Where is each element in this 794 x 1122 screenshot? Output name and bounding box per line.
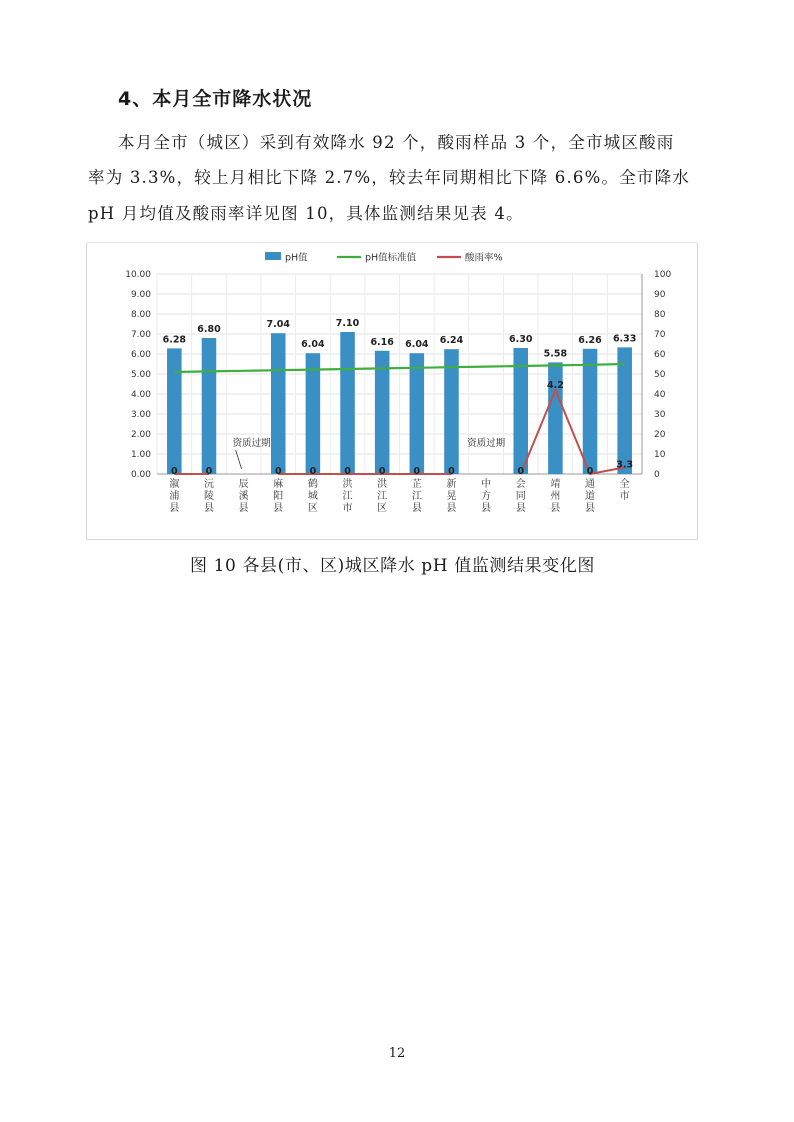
bar-data-label: 6.24: [439, 335, 464, 347]
rate-data-label: 0: [205, 466, 213, 477]
y-right-tick-label: 40: [654, 390, 666, 400]
bar-ph-1: [202, 338, 217, 474]
y-right-tick-label: 70: [654, 330, 666, 340]
legend-label: pH值标准值: [365, 252, 417, 264]
section-heading: 4、本月全市降水状况: [118, 88, 313, 110]
y-right-tick-label: 60: [654, 350, 666, 360]
x-category-label-char: 同: [515, 491, 526, 502]
rate-data-label: 0: [586, 466, 594, 477]
rate-data-label: 0: [171, 466, 178, 477]
bar-data-label: 6.33: [612, 333, 637, 345]
x-category-label-char: 区: [307, 503, 318, 514]
x-category-label-char: 县: [481, 503, 492, 514]
annotation-label: 资质过期: [232, 438, 271, 449]
x-category-label-char: 鹤: [307, 479, 318, 490]
x-category-label-char: 道: [585, 491, 596, 502]
y-left-tick-label: 6.00: [130, 350, 151, 360]
bar-data-label: 7.04: [266, 319, 290, 331]
y-left-tick-label: 0.00: [130, 470, 151, 480]
legend-label: pH值: [285, 252, 308, 264]
bar-ph-3: [271, 333, 286, 474]
x-category-label-char: 县: [411, 503, 422, 514]
y-right-tick-label: 80: [654, 310, 666, 320]
x-category-label-char: 县: [169, 503, 180, 514]
y-left-tick-label: 4.00: [130, 390, 151, 400]
bar-data-label: 6.04: [405, 339, 429, 351]
y-right-tick-label: 100: [654, 270, 672, 280]
x-category-label-char: 区: [377, 503, 388, 514]
rate-data-label: 4.2: [546, 380, 564, 391]
paragraph-line-3: pH 月均值及酸雨率详见图 10，具体监测结果见表 4。: [88, 204, 524, 223]
bar-ph-13: [617, 347, 632, 474]
y-left-tick-label: 10.00: [125, 270, 151, 280]
rate-data-label: 0: [517, 466, 525, 477]
bar-ph-12: [583, 349, 598, 474]
x-category-label-char: 辰: [238, 479, 249, 490]
bar-data-label: 6.80: [197, 324, 221, 335]
bar-data-label: 6.30: [509, 334, 533, 345]
x-category-label-char: 中: [481, 479, 492, 490]
x-category-label-char: 陵: [203, 491, 214, 502]
x-category-label-char: 晃: [446, 491, 457, 502]
x-category-label-char: 会: [515, 479, 526, 490]
x-category-label-char: 县: [515, 503, 526, 514]
page-number: 12: [388, 1046, 406, 1061]
rate-data-label: 0: [448, 466, 455, 477]
rate-data-label: 3.3: [616, 459, 634, 471]
legend-label: 酸雨率%: [465, 252, 503, 264]
y-left-tick-label: 3.00: [130, 410, 151, 420]
rate-data-label: 0: [274, 466, 282, 477]
figure-caption: 图 10 各县(市、区)城区降水 pH 值监测结果变化图: [190, 556, 596, 576]
paragraph-line-2: 率为 3.3%，较上月相比下降 2.7%，较去年同期相比下降 6.6%。全市降水: [88, 168, 690, 187]
x-category-label-char: 县: [203, 503, 214, 514]
x-category-label-char: 通: [585, 479, 596, 490]
x-category-label-char: 县: [273, 503, 284, 514]
y-right-tick-label: 0: [654, 470, 660, 480]
x-category-label-char: 溆: [169, 479, 180, 490]
x-category-label-char: 城: [307, 491, 318, 502]
bar-data-label: 7.10: [335, 318, 360, 329]
x-category-label-char: 沅: [203, 479, 214, 490]
rate-data-label: 0: [378, 466, 386, 477]
x-category-label-char: 市: [619, 491, 630, 502]
y-right-tick-label: 10: [654, 450, 666, 460]
y-left-tick-label: 2.00: [130, 430, 151, 440]
y-right-tick-label: 90: [654, 290, 666, 300]
y-right-tick-label: 50: [654, 370, 666, 380]
y-left-tick-label: 1.00: [130, 450, 151, 460]
bar-data-label: 5.58: [543, 348, 568, 360]
rate-data-label: 0: [413, 466, 421, 477]
bar-data-label: 6.26: [578, 334, 602, 346]
x-category-label-char: 江: [377, 491, 388, 502]
x-category-label-char: 全: [619, 479, 630, 490]
x-category-label-char: 江: [411, 491, 422, 502]
x-category-label-char: 州: [550, 491, 561, 502]
y-left-tick-label: 5.00: [130, 370, 151, 380]
paragraph-line-1: 本月全市（城区）采到有效降水 92 个，酸雨样品 3 个，全市城区酸雨: [118, 133, 675, 152]
x-category-label-char: 洪: [377, 479, 388, 490]
y-left-tick-label: 7.00: [130, 330, 151, 340]
x-category-label-char: 县: [585, 503, 596, 514]
chart-svg: [87, 243, 697, 539]
x-category-label-char: 新: [446, 479, 457, 490]
rate-data-label: 0: [309, 466, 317, 477]
bar-ph-0: [167, 348, 182, 474]
y-right-tick-label: 30: [654, 410, 666, 420]
bar-data-label: 6.28: [162, 334, 187, 346]
x-category-label-char: 市: [342, 503, 353, 514]
x-category-label-char: 县: [550, 503, 561, 514]
x-category-label-char: 方: [481, 491, 492, 502]
y-right-tick-label: 20: [654, 430, 666, 440]
bar-ph-5: [340, 332, 355, 474]
x-category-label-char: 溪: [238, 491, 249, 502]
x-category-label-char: 浦: [169, 491, 180, 502]
bar-ph-7: [410, 353, 425, 474]
x-category-label-char: 芷: [411, 479, 422, 490]
annotation-leader: [236, 450, 242, 469]
bar-data-label: 6.04: [301, 339, 325, 351]
bar-ph-4: [306, 353, 321, 474]
x-category-label-char: 阳: [273, 491, 284, 502]
bar-data-label: 6.16: [370, 336, 394, 348]
y-left-tick-label: 9.00: [130, 290, 151, 300]
y-left-tick-label: 8.00: [130, 310, 151, 320]
legend-swatch-bar: [265, 252, 281, 260]
annotation-label: 资质过期: [467, 438, 506, 449]
x-category-label-char: 洪: [342, 479, 353, 490]
x-category-label-char: 靖: [550, 479, 561, 490]
x-category-label-char: 县: [238, 503, 249, 514]
x-category-label-char: 江: [342, 491, 353, 502]
x-category-label-char: 麻: [273, 479, 284, 490]
chart-figure-10: [86, 242, 698, 540]
rate-data-label: 0: [344, 466, 351, 477]
x-category-label-char: 县: [446, 503, 457, 514]
